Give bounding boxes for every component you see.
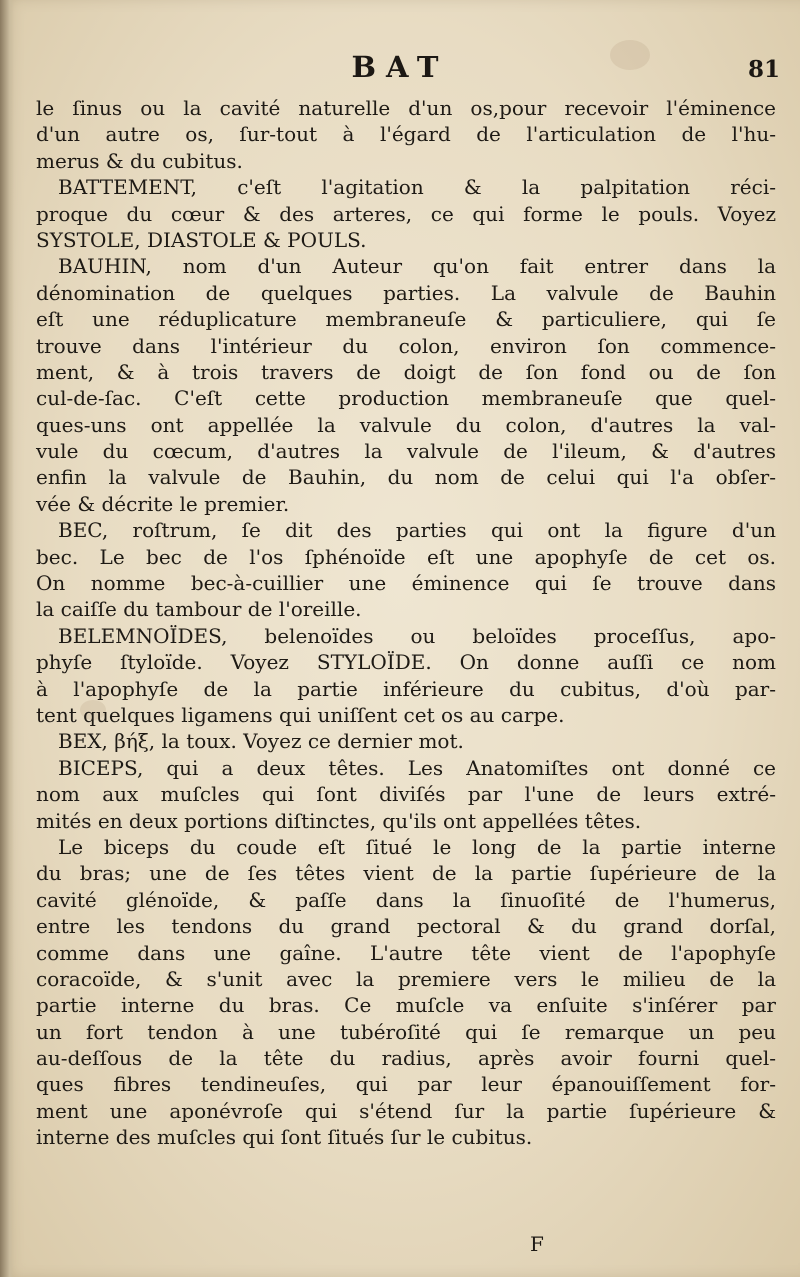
running-title: BAT [351,50,449,84]
text-line: coracoïde, & s'unit avec la premiere vers le milieu de la [36,966,776,991]
text-line: à l'apophyſe de la partie inférieure du cubitus, d'où par- [36,676,776,701]
running-head [0,50,800,94]
text-line: la caiſſe du tambour de l'oreille. [36,597,362,622]
text-line: trouve dans l'intérieur du colon, environ ſon commence- [36,333,776,358]
text-line: tent quelques ligamens qui uniſſent cet os au carpe. [36,702,565,727]
text-line: comme dans une gaîne. L'autre tête vient de l'apophyſe [36,940,776,965]
text-line: BELEMNOÏDES, belenoïdes ou beloïdes proceſſus, apo- [58,623,776,648]
page-number: 81 [747,56,780,83]
page-gutter-shadow [0,0,14,1277]
text-line: BEX, βήξ, la toux. Voyez ce dernier mot. [58,729,464,754]
text-line: BICEPS, qui a deux têtes. Les Anatomiſtes ont donné ce [58,755,776,780]
text-line: entre les tendons du grand pectoral & du grand dorſal, [36,914,776,939]
text-line: BATTEMENT, c'eſt l'agitation & la palpitation réci- [58,175,776,200]
text-line: phyſe ſtyloïde. Voyez STYLOÏDE. On donne auſſi ce nom [36,650,776,675]
text-line: proque du cœur & des arteres, ce qui forme le pouls. Voyez [36,201,776,226]
text-line: interne des muſcles qui ſont ſitués ſur le cubitus. [36,1125,533,1150]
text-line: ment une aponévroſe qui s'étend ſur la partie ſupérieure & [36,1098,776,1123]
text-line: ques-uns ont appellée la valvule du colon, d'autres la val- [36,412,776,437]
text-line: Le biceps du coude eſt ſitué le long de la partie interne [58,834,776,859]
body-text [36,95,776,1151]
text-line: cul-de-ſac. C'eſt cette production membraneuſe que quel- [36,386,776,411]
text-line: du bras; une de ſes têtes vient de la partie ſupérieure de la [36,861,776,886]
text-line: enfin la valvule de Bauhin, du nom de celui qui l'a obſer- [36,465,776,490]
text-line: d'un autre os, ſur-tout à l'égard de l'articulation de l'hu- [36,122,776,147]
text-line: eſt une réduplicature membraneuſe & particuliere, qui ſe [36,307,776,332]
text-line: partie interne du bras. Ce muſcle va enſuite s'inſérer par [36,993,776,1018]
text-line: mités en deux portions diſtinctes, qu'ils ont appellées têtes. [36,808,642,833]
text-line: ques fibres tendineuſes, qui par leur épanouiſſement for- [36,1072,776,1097]
text-line: un fort tendon à une tubéroſité qui ſe remarque un peu [36,1019,776,1044]
text-line: SYSTOLE, DIASTOLE & POULS. [36,227,367,252]
text-line: BEC, roſtrum, ſe dit des parties qui ont la figure d'un [58,518,776,543]
text-line: merus & du cubitus. [36,148,243,173]
text-line: dénomination de quelques parties. La valvule de Bauhin [36,280,776,305]
text-line: vée & décrite le premier. [36,491,290,516]
signature-mark: F [530,1232,544,1256]
text-line: le ſinus ou la cavité naturelle d'un os,pour recevoir l'éminence [36,96,776,120]
text-line: BAUHIN, nom d'un Auteur qu'on fait entrer dans la [58,254,776,279]
text-line: au-deſſous de la tête du radius, après avoir fourni quel- [36,1046,776,1071]
text-line: ment, & à trois travers de doigt de ſon fond ou de ſon [36,359,776,384]
text-line: cavité glénoïde, & paſſe dans la ſinuoſité de l'humerus, [36,887,776,912]
text-line: nom aux muſcles qui ſont diviſés par l'une de leurs extré- [36,782,776,807]
text-line: bec. Le bec de l'os ſphénoïde eſt une apophyſe de cet os. [36,544,776,569]
text-line: vule du cœcum, d'autres la valvule de l'ileum, & d'autres [36,439,776,464]
text-line: On nomme bec-à-cuillier une éminence qui ſe trouve dans [36,571,776,596]
